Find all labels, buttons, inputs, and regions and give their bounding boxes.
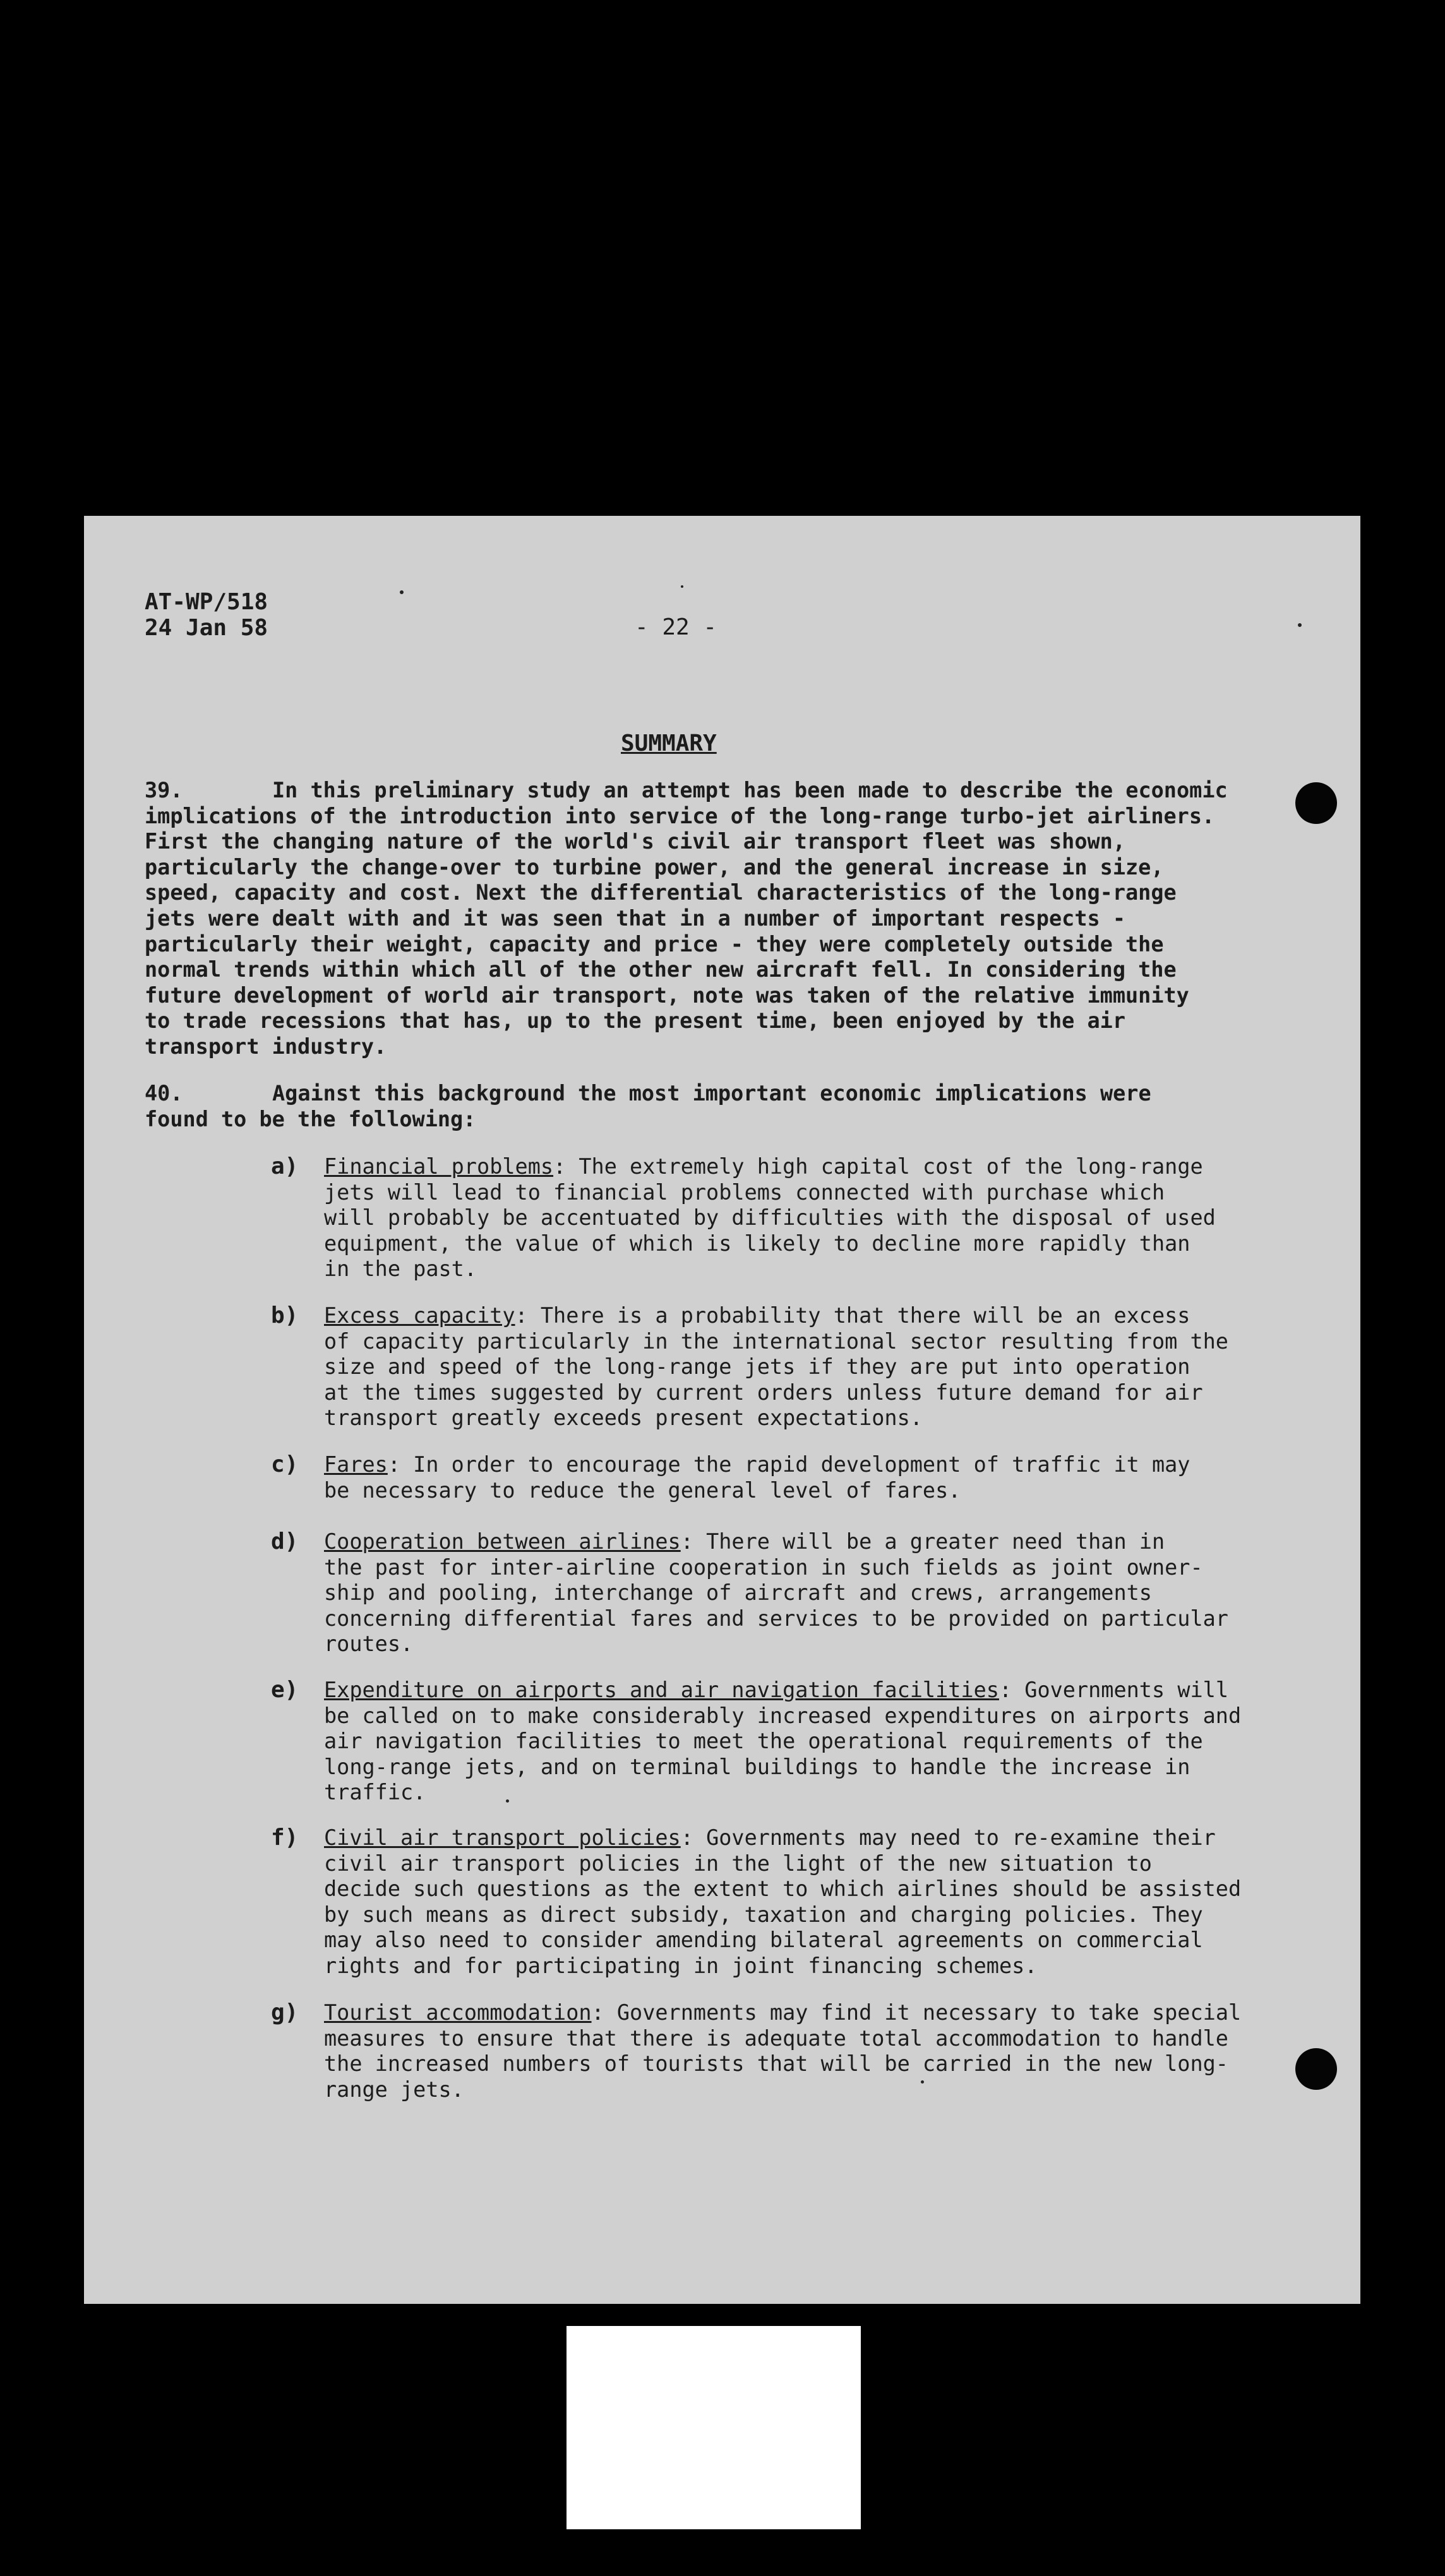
reference-code: AT-WP/518 <box>145 589 268 615</box>
paper-speck <box>681 585 683 588</box>
list-item-text: : There is a probability that there will be an excess of capacity particularly in the international sector resulting from the size and speed of the long-range jets if they are put into operation at the times suggested by current orders unless future demand for air transport greatly exceeds present expectations. <box>324 1303 1228 1431</box>
list-item-heading: Expenditure on airports and air navigation facilities <box>324 1678 999 1702</box>
document-reference <box>145 589 268 641</box>
list-item-body <box>324 1452 1322 1503</box>
paper-speck <box>921 2080 924 2084</box>
list-item-heading: Excess capacity <box>324 1303 515 1328</box>
list-item-label: d) <box>271 1529 299 1554</box>
paragraph-39 <box>145 778 1332 1060</box>
paper-speck <box>1298 623 1302 627</box>
paragraph-39-number: 39. <box>145 778 183 802</box>
summary-heading: SUMMARY <box>621 730 717 756</box>
list-item-body <box>324 1678 1322 1806</box>
list-item-body <box>324 1303 1322 1431</box>
list-item-body <box>324 1154 1322 1282</box>
list-item-text: : In order to encourage the rapid development of traffic it may be necessary to reduce the general level of fares. <box>324 1452 1190 1503</box>
list-item-body <box>324 1529 1322 1657</box>
list-item-label: g) <box>271 2000 299 2025</box>
list-item-label: e) <box>271 1677 299 1703</box>
list-item-text: : There will be a greater need than in the past for inter-airline cooperation in such fields as joint owner- ship and pooling, interchange of aircraft and crews, arrangements concerning differential fares and services to be provided on particular routes. <box>324 1529 1228 1657</box>
page-number: - 22 - <box>635 614 717 640</box>
list-item-text: : Governments may find it necessary to take special measures to ensure that there is adequate total accommodation to handle the increased numbers of tourists that will be carried in the new long- range jets. <box>324 2000 1242 2102</box>
punch-hole-top <box>1295 782 1337 824</box>
reference-date: 24 Jan 58 <box>145 615 268 641</box>
paragraph-40-text: Against this background the most important economic implications were found to be the following: <box>145 1081 1151 1131</box>
list-item-label: b) <box>271 1303 299 1328</box>
list-item-body <box>324 1825 1322 1979</box>
punch-hole-bottom <box>1295 2048 1337 2090</box>
paper-speck <box>400 590 404 594</box>
list-item-heading: Cooperation between airlines <box>324 1529 681 1554</box>
list-item-text: : Governments may need to re-examine their civil air transport policies in the light of the new situation to decide such questions as the extent to which airlines should be assisted by such means as direct subsidy, taxation and charging policies. They may also need to consider amending bilateral agreements on commercial rights and for participating in joint financing schemes. <box>324 1825 1242 1978</box>
list-item-heading: Tourist accommodation <box>324 2000 592 2025</box>
list-item-label: a) <box>271 1154 299 1179</box>
list-item-label: c) <box>271 1452 299 1477</box>
list-item-heading: Financial problems <box>324 1154 554 1179</box>
microfilm-target-card <box>567 2326 861 2529</box>
list-item-heading: Civil air transport policies <box>324 1825 681 1850</box>
list-item-text: : The extremely high capital cost of the long-range jets will lead to financial problems connected with purchase which will probably be accentuated by difficulties with the disposal of used equipment, the value of which is likely to decline more rapidly than in the past. <box>324 1154 1216 1282</box>
paragraph-40 <box>145 1081 1332 1132</box>
list-item-heading: Fares <box>324 1452 388 1477</box>
paragraph-40-number: 40. <box>145 1081 183 1106</box>
document-page <box>84 516 1360 2304</box>
list-item-body <box>324 2000 1322 2102</box>
list-item-label: f) <box>271 1825 299 1851</box>
paragraph-39-text: In this preliminary study an attempt has been made to describe the economic implications of the introduction into service of the long-range turbo-jet airliners. First the changing nature of the world's civil air transport fleet was shown, particularly the change-over to turbine power, and the general increase in size, speed, capacity and cost. Next the differential characteristics of the long-range jets were dealt with and it was seen that in a number of important respects - particularly their weight, capacity and price - they were completely outside the normal trends within which all of the other new aircraft fell. In considering the future development of world air transport, note was taken of the relative immunity to trade recessions that has, up to the present time, been enjoyed by the air transport industry. <box>145 778 1228 1059</box>
paper-speck <box>506 1799 509 1803</box>
list-item-text: : Governments will be called on to make considerably increased expenditures on airports and air navigation facilities to meet the operational requirements of the long-range jets, and on terminal buildings to handle the increase in traffic. <box>324 1678 1242 1805</box>
